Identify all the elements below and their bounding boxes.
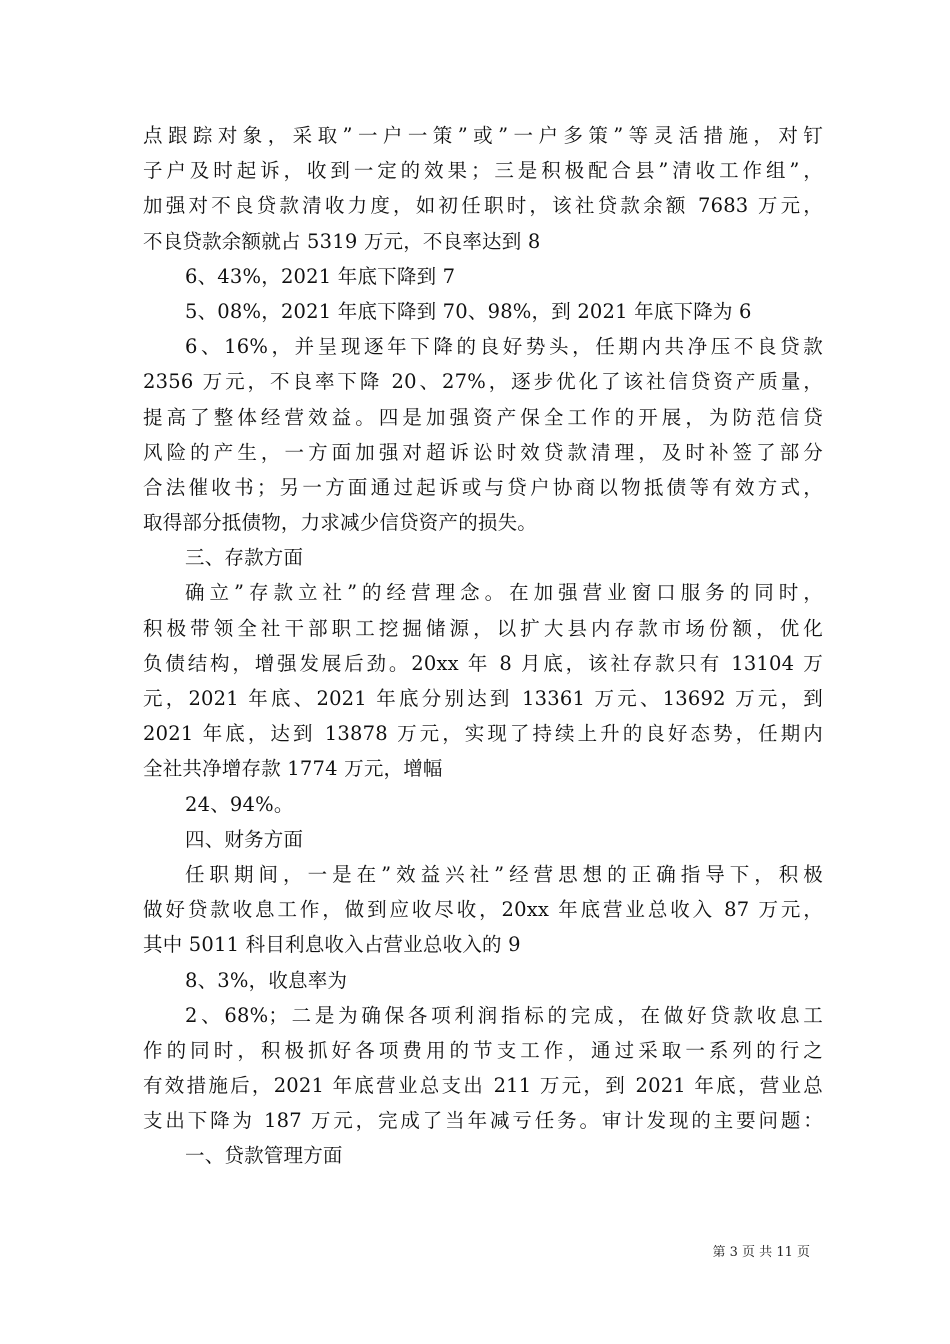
text-line: 合法催收书；另一方面通过起诉或与贷户协商以物抵债等有效方式， — [143, 475, 823, 499]
text-line: 积极带领全社干部职工挖掘储源，以扩大县内存款市场份额，优化 — [143, 616, 823, 640]
text-line: 2356 万元，不良率下降 20、27%，逐步优化了该社信贷资产质量， — [143, 370, 823, 394]
text-line: 加强对不良贷款清收力度，如初任职时，该社贷款余额 7683 万元， — [143, 194, 823, 218]
text-line: 5、08%，2021 年底下降到 70、98%，到 2021 年底下降为 6 — [185, 299, 752, 323]
text-line: 6、43%，2021 年底下降到 7 — [185, 264, 456, 288]
text-line: 确立”存款立社”的经营理念。在加强营业窗口服务的同时， — [185, 581, 823, 605]
section-heading: 四、财务方面 — [185, 827, 304, 851]
text-line: 元，2021 年底、2021 年底分别达到 13361 万元、13692 万元，到 — [143, 687, 823, 710]
text-line: 做好贷款收息工作，做到应收尽收，20xx 年底营业总收入 87 万元， — [143, 898, 823, 922]
text-line: 负债结构，增强发展后劲。20xx 年 8 月底，该社存款只有 13104 万 — [143, 651, 823, 675]
text-line: 子户及时起诉，收到一定的效果；三是积极配合县”清收工作组”， — [143, 159, 823, 183]
body-text — [143, 118, 823, 1174]
text-line: 有效措施后，2021 年底营业总支出 211 万元，到 2021 年底，营业总 — [143, 1074, 823, 1098]
text-line: 提高了整体经营效益。四是加强资产保全工作的开展，为防范信贷 — [143, 405, 823, 429]
text-line: 支出下降为 187 万元，完成了当年减亏任务。审计发现的主要问题： — [143, 1109, 823, 1133]
text-line: 其中 5011 科目利息收入占营业总收入的 9 — [143, 933, 521, 957]
text-line: 6、16%，并呈现逐年下降的良好势头，任期内共净压不良贷款 — [185, 335, 823, 359]
text-line: 风险的产生，一方面加强对超诉讼时效贷款清理，及时补签了部分 — [143, 440, 823, 464]
text-line: 2021 年底，达到 13878 万元，实现了持续上升的良好态势，任期内 — [143, 722, 823, 746]
text-line: 全社共净增存款 1774 万元，增幅 — [143, 757, 443, 781]
text-line: 2、68%；二是为确保各项利润指标的完成，在做好贷款收息工 — [185, 1003, 823, 1027]
section-heading: 三、存款方面 — [185, 546, 304, 570]
text-line: 取得部分抵债物，力求减少信贷资产的损失。 — [143, 511, 538, 535]
text-line: 作的同时，积极抓好各项费用的节支工作，通过采取一系列的行之 — [143, 1038, 823, 1062]
section-heading: 一、贷款管理方面 — [185, 1144, 343, 1168]
page-number: 第 3 页 共 11 页 — [712, 1245, 810, 1260]
text-line: 8、3%，收息率为 — [185, 968, 348, 992]
text-line: 24、94%。 — [185, 792, 294, 816]
text-line: 不良贷款余额就占 5319 万元，不良率达到 8 — [143, 229, 541, 253]
text-line: 任职期间，一是在”效益兴社”经营思想的正确指导下，积极 — [185, 862, 823, 886]
text-line: 点跟踪对象，采取”一户一策”或”一户多策”等灵活措施，对钉 — [143, 124, 823, 147]
